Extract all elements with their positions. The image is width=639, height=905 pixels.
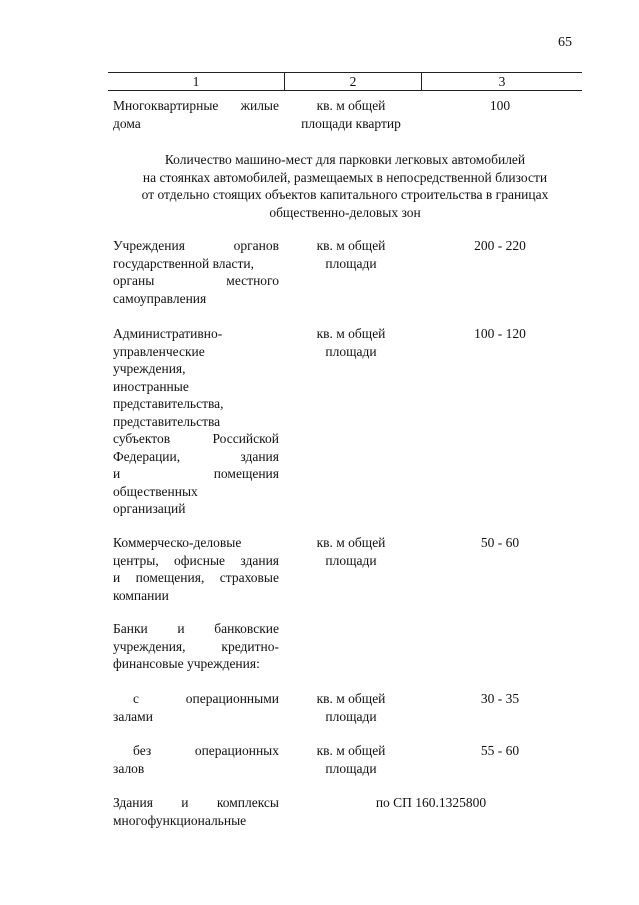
row-name-business-centers [113, 534, 279, 604]
page-number: 65 [558, 35, 572, 50]
unit-line: кв. м общей [316, 326, 386, 341]
unit-line: площади [325, 760, 377, 776]
row-unit-without-operating-halls [286, 742, 416, 777]
name-line: субъектов Российской [113, 431, 279, 446]
name-line: залами [113, 708, 153, 724]
row-name-apartment-buildings [113, 97, 279, 132]
unit-line: площади [325, 255, 377, 271]
name-line: многофункциональные [113, 812, 247, 828]
name-line: Банки и банковские [113, 621, 279, 636]
name-line: представительства [113, 413, 221, 429]
table-header-col-1: 1 [108, 73, 285, 90]
row-name-multifunctional-complexes [113, 794, 279, 829]
name-line: с операционными [133, 691, 279, 706]
row-value-business-centers: 50 - 60 [480, 535, 520, 550]
section-title-line: от отдельно стоящих объектов капитального строительства в границах [141, 187, 549, 202]
row-unit-apartment-buildings [286, 97, 416, 132]
name-line: центры, офисные здания [113, 552, 279, 568]
name-line: Административно- [113, 326, 223, 341]
row-name-with-operating-halls [113, 690, 279, 725]
name-line: Учреждения органов [113, 238, 279, 253]
row-value-without-operating-halls: 55 - 60 [480, 743, 520, 758]
name-line: Многоквартирные жилые [113, 98, 279, 113]
name-line: без операционных [133, 743, 279, 758]
name-line: Федерации, здания [113, 448, 279, 464]
name-line: Коммерческо-деловые [113, 535, 242, 550]
row-value-government-bodies: 200 - 220 [474, 238, 526, 253]
name-line: общественных [113, 483, 198, 499]
name-line: и помещения [113, 466, 279, 481]
name-line: финансовые учреждения: [113, 656, 260, 671]
name-line: дома [113, 115, 141, 131]
row-unit-administrative-institutions [286, 325, 416, 360]
row-name-banks [113, 620, 279, 673]
name-line: учреждения, [113, 361, 186, 376]
row-unit-government-bodies [286, 237, 416, 272]
row-unit-with-operating-halls [286, 690, 416, 725]
unit-line: площади [325, 552, 377, 568]
name-line: Здания и комплексы [113, 795, 279, 810]
name-line: залов [113, 760, 145, 776]
unit-line: площади [325, 708, 377, 724]
name-line: органы местного [113, 273, 279, 288]
unit-line: кв. м общей [316, 535, 386, 550]
section-title-line: общественно-деловых зон [269, 204, 421, 220]
table-header-row [108, 72, 582, 91]
section-title [108, 151, 582, 221]
row-value-with-operating-halls: 30 - 35 [480, 691, 520, 706]
unit-line: кв. м общей [316, 691, 386, 706]
name-line: иностранные [113, 378, 189, 394]
unit-line: кв. м общей [316, 238, 386, 253]
name-line: компании [113, 587, 169, 603]
name-line: государственной власти, [113, 255, 255, 271]
row-name-government-bodies [113, 237, 279, 307]
row-unit-business-centers [286, 534, 416, 569]
table-header-col-2: 2 [285, 73, 422, 90]
name-line: организаций [113, 501, 186, 516]
row-value-apartment-buildings: 100 [489, 98, 511, 113]
section-title-line: на стоянках автомобилей, размещаемых в непосредственной близости [142, 169, 548, 185]
row-name-without-operating-halls [113, 742, 279, 777]
row-name-administrative-institutions [113, 325, 279, 518]
name-line: и помещения, страховые [113, 570, 279, 585]
row-value-administrative-institutions: 100 - 120 [474, 326, 526, 341]
name-line: управленческие [113, 343, 205, 359]
name-line: самоуправления [113, 290, 207, 306]
table-header-col-3: 3 [498, 74, 506, 89]
unit-line: площади квартир [301, 115, 401, 131]
row-value-multifunctional-complexes: по СП 160.1325800 [375, 795, 487, 810]
section-title-line: Количество машино-мест для парковки легковых автомобилей [164, 152, 526, 167]
unit-line: кв. м общей [316, 98, 386, 113]
name-line: представительства, [113, 396, 224, 411]
name-line: учреждения, кредитно- [113, 638, 279, 654]
unit-line: площади [325, 343, 377, 359]
unit-line: кв. м общей [316, 743, 386, 758]
